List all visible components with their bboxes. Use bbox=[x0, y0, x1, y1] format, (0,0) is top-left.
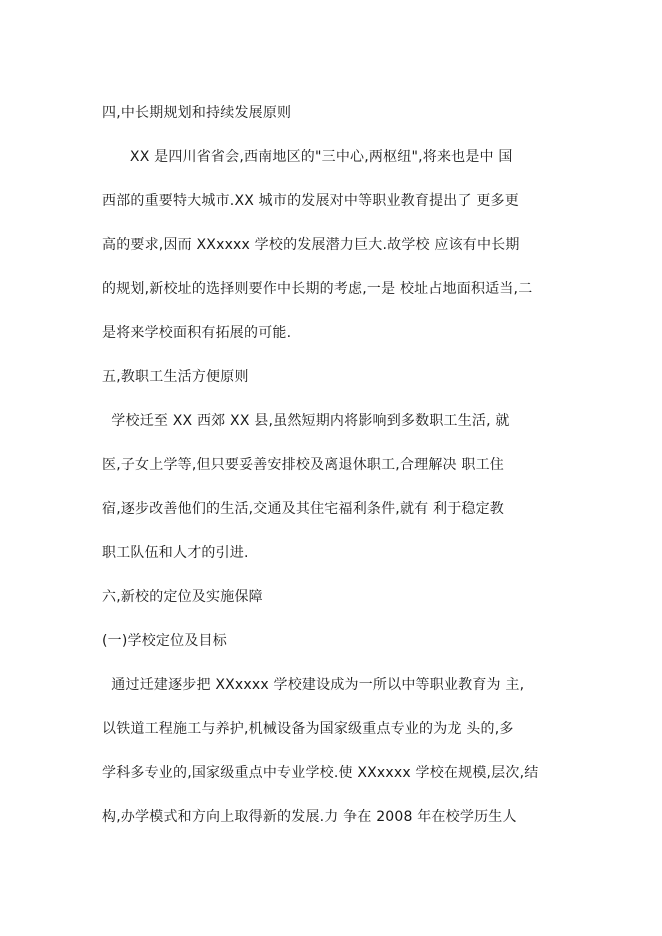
paragraph-line: 以铁道工程施工与养护,机械设备为国家级重点专业的为龙 头的,多 bbox=[102, 721, 514, 737]
paragraph-line: 学科多专业的,国家级重点中专业学校.使 XXxxxx 学校在规模,层次,结 bbox=[102, 765, 539, 781]
paragraph-line: 医,子女上学等,但只要妥善安排校及离退休职工,合理解决 职工住 bbox=[102, 457, 504, 473]
paragraph-line: 职工队伍和人才的引进. bbox=[102, 545, 249, 561]
paragraph-line: 高的要求,因而 XXxxxx 学校的发展潜力巨大.故学校 应该有中长期 bbox=[102, 237, 520, 253]
paragraph-line: 宿,逐步改善他们的生活,交通及其住宅福利条件,就有 利于稳定教 bbox=[102, 501, 504, 517]
paragraph-line: 学校迁至 XX 西郊 XX 县,虽然短期内将影响到多数职工生活, 就 bbox=[102, 413, 510, 429]
paragraph-line: 的规划,新校址的选择则要作中长期的考虑,一是 校址占地面积适当,二 bbox=[102, 281, 533, 297]
paragraph-line: 通过迁建逐步把 XXxxxx 学校建设成为一所以中等职业教育为 主, bbox=[102, 677, 525, 693]
subheading: (一)学校定位及目标 bbox=[102, 633, 227, 649]
heading-6: 六,新校的定位及实施保障 bbox=[102, 589, 263, 605]
heading-4: 四,中长期规划和持续发展原则 bbox=[102, 105, 292, 121]
paragraph-line: XX 是四川省省会,西南地区的"三中心,两枢纽",将来也是中 国 bbox=[102, 149, 513, 165]
heading-5: 五,教职工生活方便原则 bbox=[102, 369, 249, 385]
paragraph-line: 是将来学校面积有拓展的可能. bbox=[102, 325, 292, 341]
paragraph-line: 西部的重要特大城市.XX 城市的发展对中等职业教育提出了 更多更 bbox=[102, 193, 519, 209]
paragraph-line: 构,办学模式和方向上取得新的发展.力 争在 2008 年在校学历生人 bbox=[102, 809, 517, 825]
